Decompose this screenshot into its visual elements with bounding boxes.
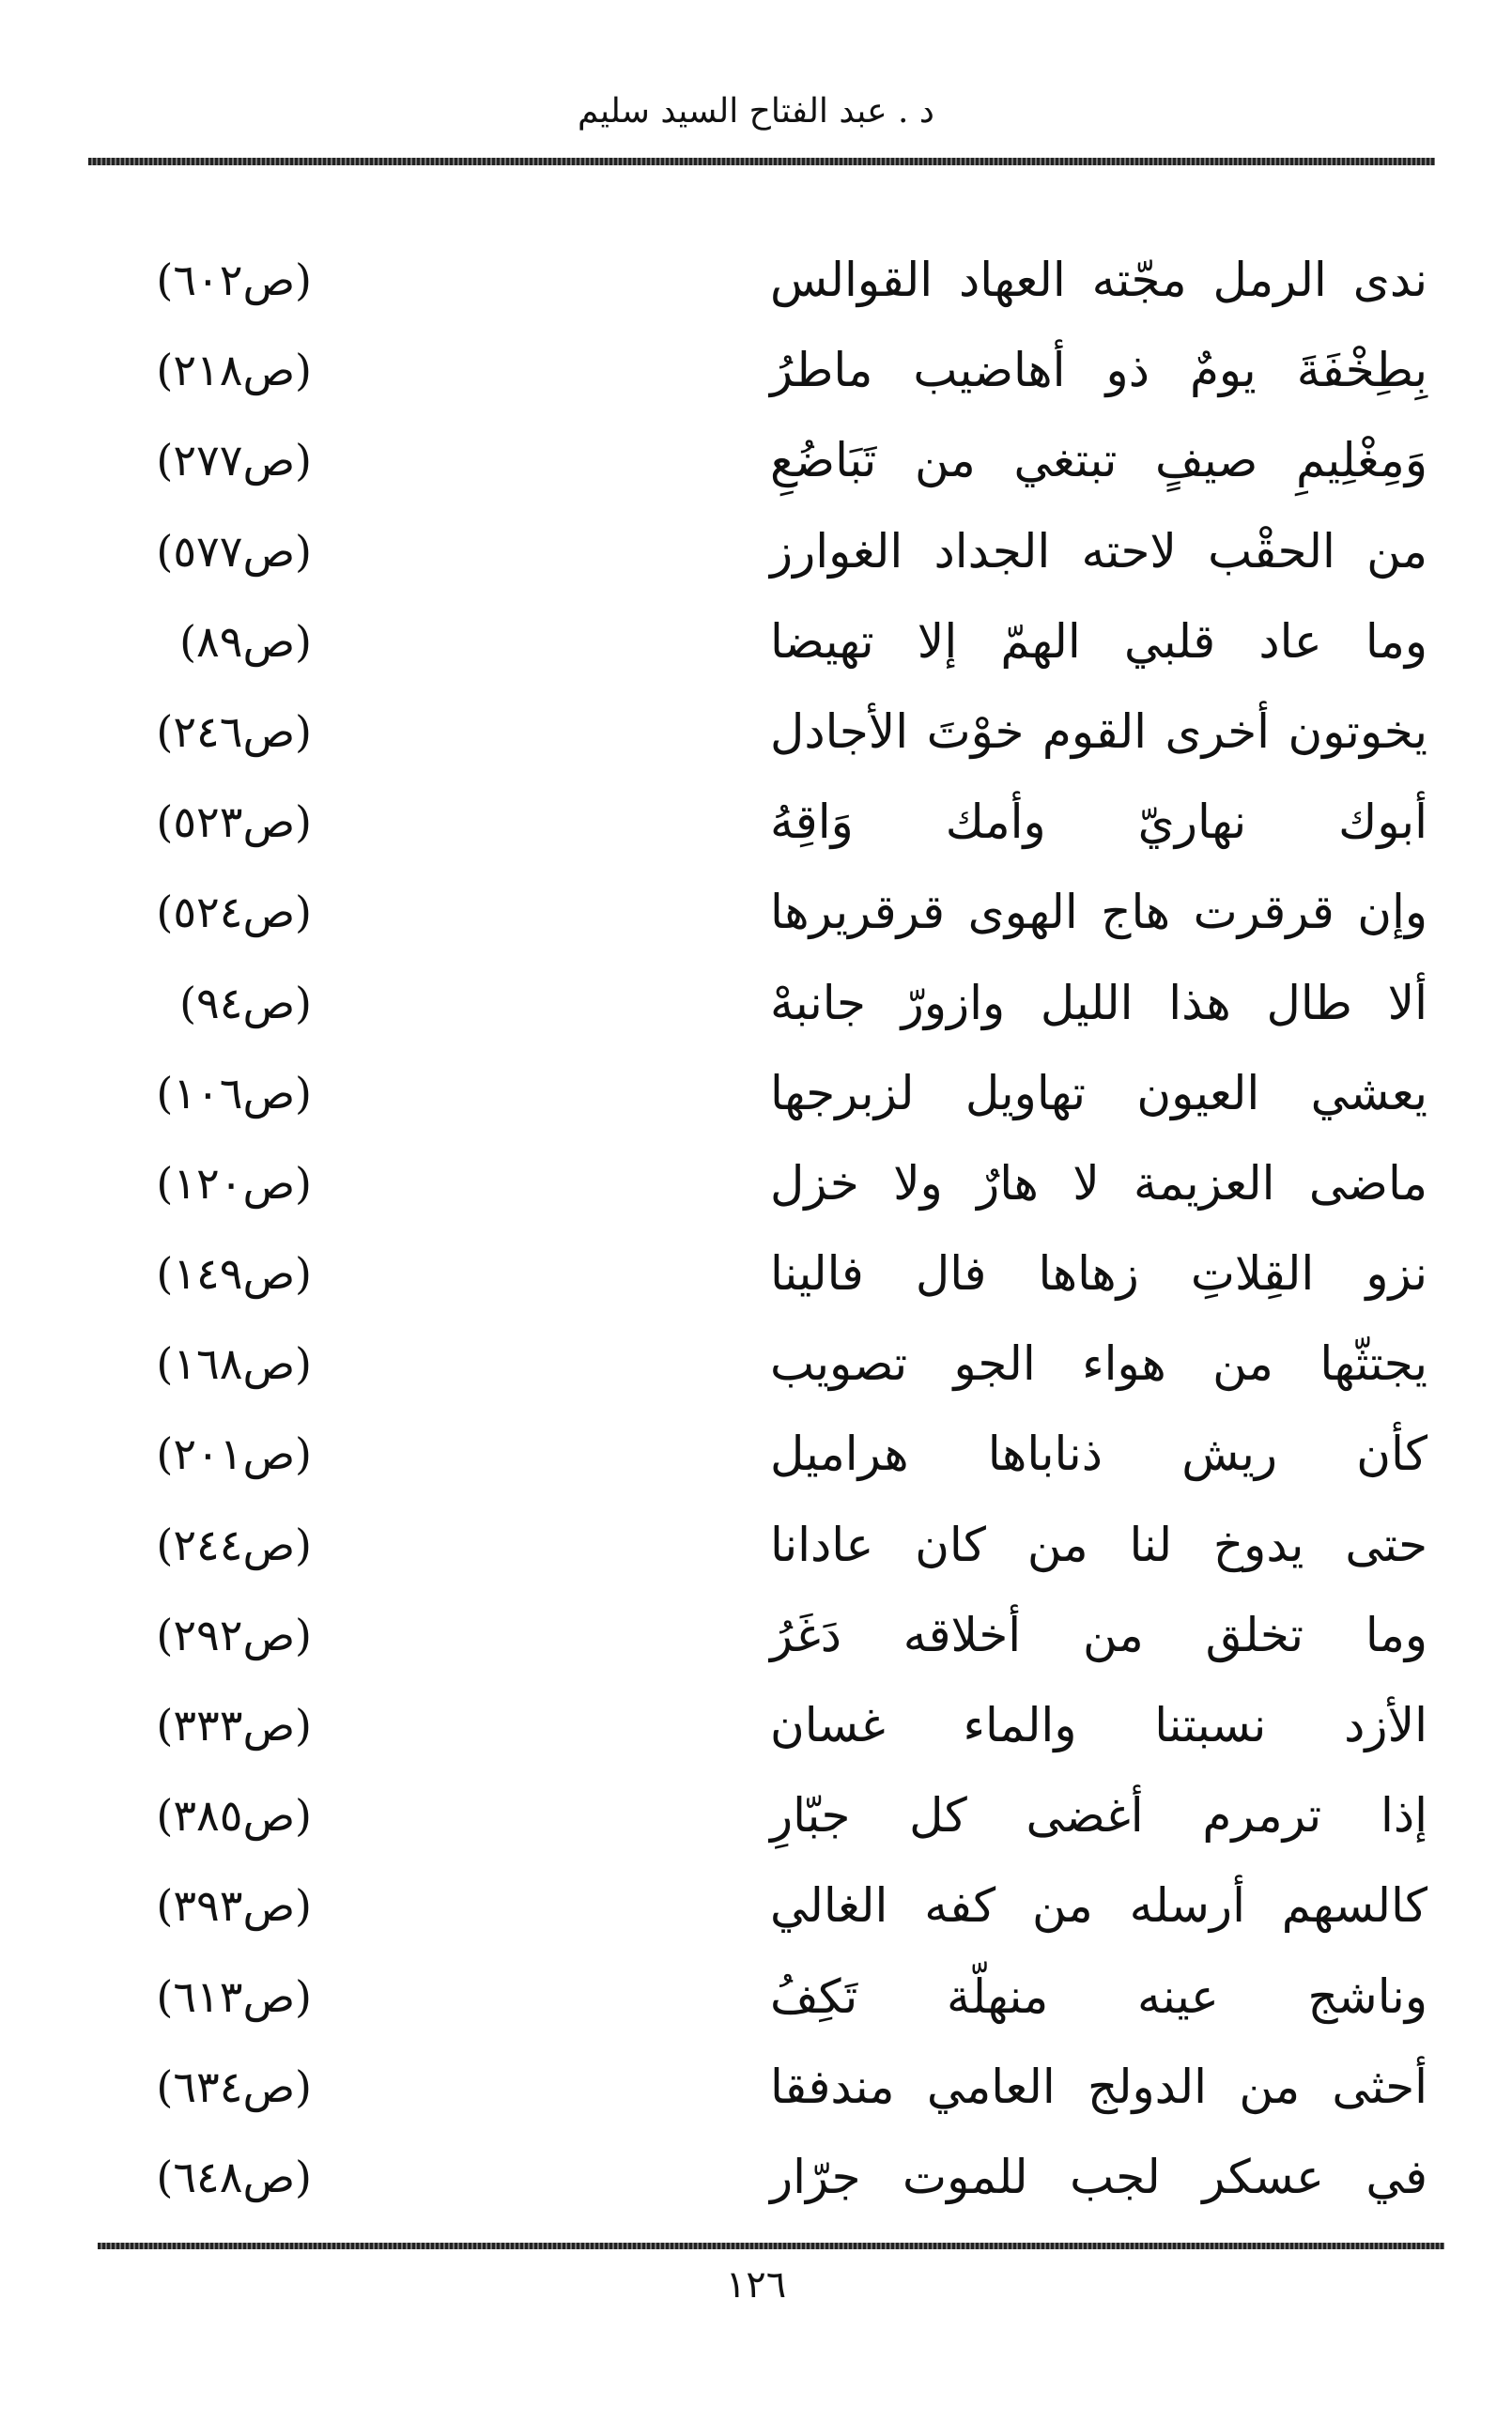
page-reference: (ص٢١٨) xyxy=(156,345,312,396)
verse-text: وَمِغْلِيمِ صيفٍ تبتغي من تَبَاضُعِ xyxy=(770,433,1427,488)
verse-entry xyxy=(0,1959,1512,2049)
verse-text: كالسهم أرسله من كفه الغالي xyxy=(770,1878,1427,1934)
page-reference: (ص١٤٩) xyxy=(156,1248,312,1300)
page-reference: (ص١٠٦) xyxy=(156,1067,312,1119)
verse-entry xyxy=(0,514,1512,604)
verse-text: إذا ترمرم أغضى كل جبّارِ xyxy=(770,1788,1427,1844)
page-reference: (ص١٢٠) xyxy=(156,1157,312,1209)
page-reference: (ص٣٩٣) xyxy=(156,1880,312,1932)
verse-entry xyxy=(0,242,1512,332)
verse-text: ماضى العزيمة لا هارٌ ولا خزل xyxy=(770,1155,1427,1211)
page-reference: (ص٢٧٧) xyxy=(156,435,312,486)
page-reference: (ص١٦٨) xyxy=(156,1338,312,1390)
page-reference: (ص٦٣٤) xyxy=(156,2060,312,2112)
verse-text: يجتثّها من هواء الجو تصويب xyxy=(770,1336,1427,1392)
verse-entry xyxy=(0,1688,1512,1778)
verse-text: ندى الرمل مجّته العهاد القوالس xyxy=(770,253,1427,307)
verse-text: ألا طال هذا الليل وازورّ جانبهْ xyxy=(770,975,1427,1030)
verse-entry xyxy=(0,423,1512,513)
verse-entry xyxy=(0,1236,1512,1326)
page-reference: (ص٢٤٤) xyxy=(156,1519,312,1570)
verse-entry xyxy=(0,332,1512,423)
page-reference: (ص٦١٣) xyxy=(156,1970,312,2022)
verse-entry xyxy=(0,2049,1512,2139)
verse-text: بِطِخْفَةَ يومٌ ذو أهاضيب ماطرُ xyxy=(770,343,1427,398)
verse-text: يخوتون أخرى القوم خوْتَ الأجادل xyxy=(770,703,1427,759)
verse-entry xyxy=(0,784,1512,874)
page-reference: (ص٢٩٢) xyxy=(156,1609,312,1660)
footer-rule xyxy=(98,2243,1444,2249)
verse-entry xyxy=(0,1416,1512,1506)
verse-text: كأن ريش ذناباها هراميل xyxy=(770,1427,1427,1482)
verse-entry xyxy=(0,2139,1512,2230)
verse-text: حتى يدوخ لنا من كان عادانا xyxy=(770,1517,1427,1572)
verse-entry xyxy=(0,1507,1512,1597)
verse-text: من الحقْب لاحته الجداد الغوارز xyxy=(770,523,1427,579)
verse-entry xyxy=(0,1326,1512,1416)
page-reference: (ص٥٢٤) xyxy=(156,887,312,938)
verse-text: أبوك نهاريّ وأمك وَاقِهُ xyxy=(770,795,1427,850)
verse-entry xyxy=(0,1597,1512,1688)
verse-text: الأزد نسبتنا والماء غسان xyxy=(770,1698,1427,1752)
verse-list xyxy=(0,242,1512,2230)
running-head: د . عبد الفتاح السيد سليم xyxy=(578,92,934,131)
page-reference: (ص٩٤) xyxy=(179,977,312,1028)
verse-text: أحثى من الدولج العامي مندفقا xyxy=(770,2059,1427,2114)
page-reference: (ص٣٨٥) xyxy=(156,1790,312,1842)
verse-entry xyxy=(0,1146,1512,1236)
verse-text: نزو القِلاتِ زهاها فال فالينا xyxy=(770,1246,1427,1302)
page-reference: (ص٢٤٦) xyxy=(156,705,312,757)
verse-entry xyxy=(0,694,1512,784)
verse-text: وما عاد قلبي الهمّ إلا تهيضا xyxy=(770,613,1427,669)
page-number: ١٢٦ xyxy=(725,2263,787,2307)
verse-text: وإن قرقرت هاج الهوى قرقريرها xyxy=(770,885,1427,940)
verse-entry xyxy=(0,1056,1512,1146)
page-reference: (ص٨٩) xyxy=(179,615,312,667)
verse-entry xyxy=(0,604,1512,694)
verse-entry xyxy=(0,874,1512,965)
page-reference: (ص٥٢٣) xyxy=(156,796,312,848)
verse-text: وما تخلق من أخلاقه دَغَرُ xyxy=(770,1607,1427,1662)
page-reference: (ص٣٣٣) xyxy=(156,1700,312,1751)
verse-entry xyxy=(0,1868,1512,1958)
verse-entry xyxy=(0,965,1512,1056)
page-reference: (ص٦٤٨) xyxy=(156,2151,312,2202)
verse-entry xyxy=(0,1778,1512,1868)
verse-text: في عسكر لجب للموت جرّار xyxy=(770,2149,1427,2204)
page-reference: (ص٦٠٢) xyxy=(156,255,312,305)
page-reference: (ص٥٧٧) xyxy=(156,525,312,577)
header-rule xyxy=(88,158,1435,165)
verse-text: يعشي العيون تهاويل لزبرجها xyxy=(770,1065,1427,1120)
page-reference: (ص٢٠١) xyxy=(156,1428,312,1480)
verse-text: وناشج عينه منهلّة تَكِفُ xyxy=(770,1968,1427,2024)
